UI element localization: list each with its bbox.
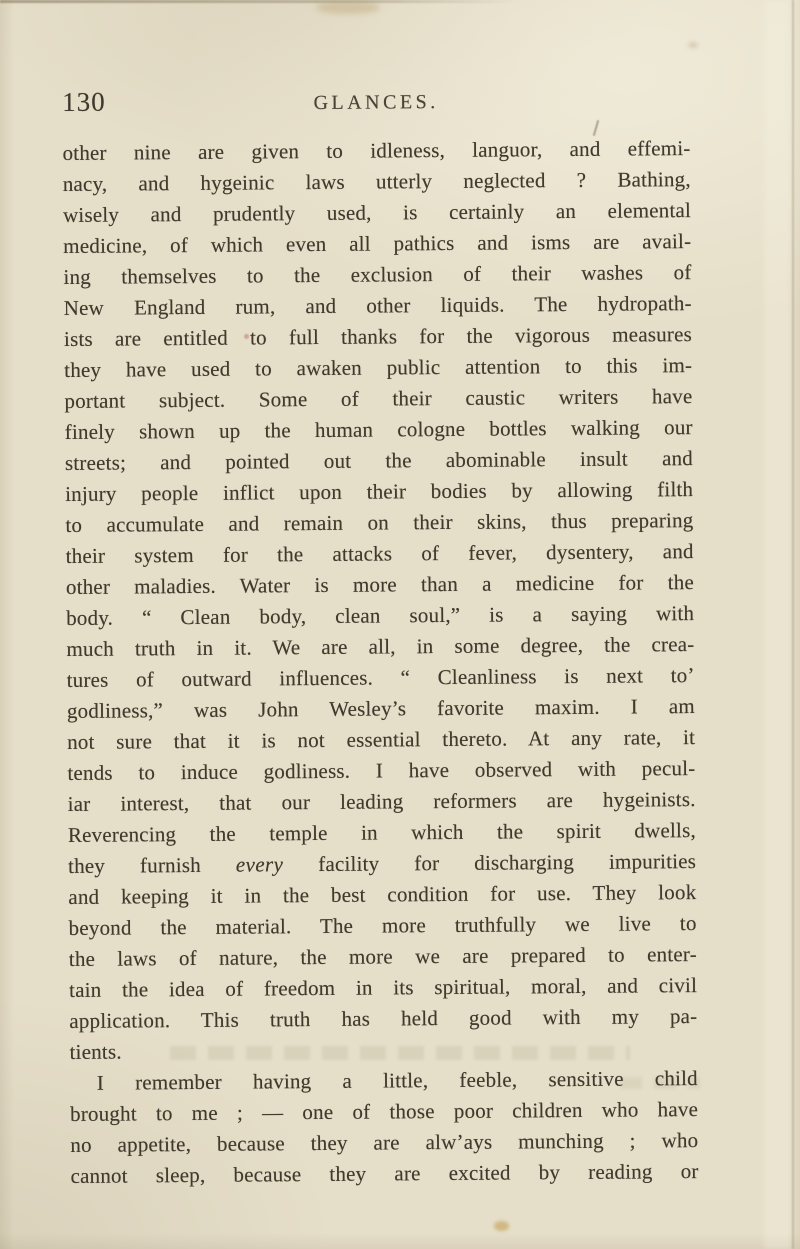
text-line: and keeping it in the best condition for use. They look <box>68 880 697 909</box>
page-right-edge-crease <box>792 0 794 1249</box>
text-line: no appetite, because they are alw’ays munching ; who <box>70 1128 699 1157</box>
page-header <box>62 81 690 126</box>
paragraph <box>62 133 697 1068</box>
text-line: nacy, and hygeinic laws utterly neglected ? Bathing, <box>62 167 691 196</box>
text-line: ists are entitled to full thanks for the vigorous measures <box>63 322 693 351</box>
text-line: other nine are given to idleness, languor, and effemi- <box>62 136 691 165</box>
text-line: Reverencing the temple in which the spirit dwells, <box>67 818 696 847</box>
text-line: injury people inflict upon their bodies by allowing filth <box>65 477 694 506</box>
text-line: ing themselves to the exclusion of their washes of <box>63 260 692 289</box>
text-line: cannot sleep, because they are excited by reading or <box>70 1159 699 1188</box>
text-line: portant subject. Some of their caustic writers have <box>64 384 693 413</box>
text-line: iar interest, that our leading reformers are hygeinists. <box>67 787 696 816</box>
page-right-edge-highlight <box>764 0 790 1249</box>
page-number: 130 <box>62 86 106 117</box>
text-line: not sure that it is not essential thereto. At any rate, it <box>67 725 696 754</box>
text-line: body. “ Clean body, clean soul,” is a saying with <box>66 601 695 630</box>
text-line: I remember having a little, feeble, sensitive child <box>96 1066 698 1095</box>
text-line: New England rum, and other liquids. The hydropath- <box>63 291 692 320</box>
text-line: tain the idea of freedom in its spiritual, moral, and civil <box>69 973 698 1002</box>
text-line: the laws of nature, the more we are prepared to enter- <box>68 942 697 971</box>
text-line: beyond the material. The more truthfully we live to <box>68 911 697 940</box>
paragraph <box>70 1063 699 1192</box>
running-head: GLANCES. <box>313 91 439 115</box>
text-line: brought to me ; — one of those poor children who have <box>69 1097 699 1126</box>
page-top-edge-shadow <box>0 0 520 3</box>
text-line: tients. <box>69 1039 122 1064</box>
text-line: medicine, of which even all pathics and isms are avail- <box>63 229 692 258</box>
text-line: streets; and pointed out the abominable insult and <box>64 446 694 475</box>
text-block <box>62 133 698 1192</box>
text-line: godliness,” was John Wesley’s favorite maxim. I am <box>66 694 695 723</box>
text-line: they furnish every facility for discharging impurities <box>68 849 697 878</box>
text-line: other maladies. Water is more than a medicine for the <box>65 570 695 599</box>
text-line: to accumulate and remain on their skins, thus preparing <box>65 508 694 537</box>
text-line: tends to induce godliness. I have observed with pecul- <box>67 756 696 785</box>
text-line: application. This truth has held good with my pa- <box>69 1004 698 1033</box>
paper-stain <box>316 1 380 14</box>
text-line: tures of outward influences. “ Cleanliness is next to’ <box>66 663 695 692</box>
paper-stain <box>494 1221 509 1231</box>
text-line: finely shown up the human cologne bottles walking our <box>64 415 693 444</box>
text-line: wisely and prudently used, is certainly an elemental <box>62 198 692 227</box>
text-line: they have used to awaken public attention to this im- <box>64 353 693 382</box>
text-line: their system for the attacks of fever, dysentery, and <box>65 539 694 568</box>
paper-stain <box>688 42 698 48</box>
page-content <box>62 81 699 1188</box>
text-line: much truth in it. We are all, in some degree, the crea- <box>66 632 695 661</box>
